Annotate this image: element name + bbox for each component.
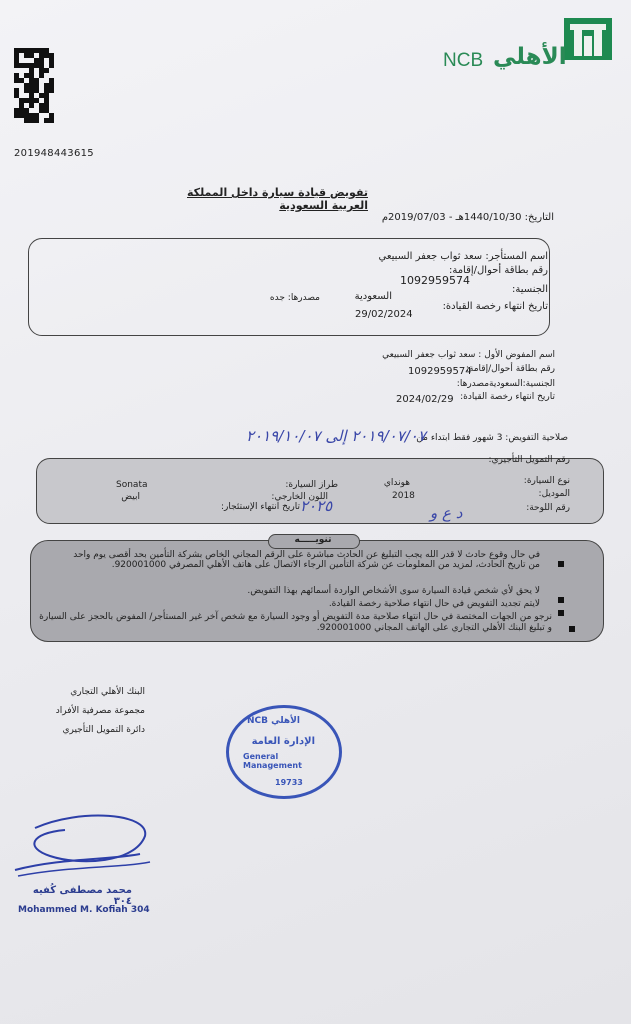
finance-number-label: رقم التمويل التأجيري: xyxy=(488,455,570,465)
issue-date: التاريخ: 1440/10/30هـ - 2019/07/03م xyxy=(381,212,554,223)
handwritten-rental-expiry: ٢٠٢٥ xyxy=(300,497,333,515)
general-management-stamp xyxy=(226,705,342,799)
lessee-license-source: مصدرها: جده xyxy=(269,293,320,303)
bank-department: دائرة التمويل التأجيري xyxy=(62,725,145,735)
vehicle-year-label: الموديل: xyxy=(538,489,570,499)
signatory-name-latin: Mohammed M. Kofiah 304 xyxy=(18,905,150,915)
lessee-license-expiry: 29/02/2024 xyxy=(355,309,413,320)
vehicle-model-name-label: طراز السيارة: xyxy=(285,480,338,490)
ncb-logo-icon xyxy=(562,14,614,64)
lessee-nationality-label: الجنسية: xyxy=(512,284,548,295)
note-2: لا يحق لأي شخص قيادة السيارة سوى الأشخاص الواردة أسمائهم بهذا التفويض. xyxy=(247,586,540,596)
handwritten-plate-number: د ع و xyxy=(430,504,463,522)
authorization-validity: صلاحية التفويض: 3 شهور فقط ابتداء من xyxy=(416,433,568,443)
delegate-id-number: 1092959574 xyxy=(408,366,472,377)
stamp-number: 19733 xyxy=(275,778,303,787)
vehicle-make: هونداي xyxy=(383,478,410,488)
vehicle-color: ابيض xyxy=(121,492,140,502)
note-3: لايتم تجديد التفويض في حال انتهاء صلاحية رخصة القيادة. xyxy=(328,599,540,609)
vehicle-year: 2018 xyxy=(392,491,415,501)
delegate-license-expiry-label: تاريخ انتهاء رخصة القيادة: xyxy=(460,392,555,402)
signatory-name-arabic: محمد مصطفى كُفيه ٣٠٤ xyxy=(32,885,132,907)
stamp-brand: NCB الأهلي xyxy=(247,716,300,726)
bank-group: مجموعة مصرفية الأفراد xyxy=(55,706,145,716)
handwritten-validity-dates: ٢٠١٩/٠٧/٠٧ إلى ٢٠١٩/١٠/٠٧ xyxy=(246,427,426,445)
brand-name-arabic: الأهلي xyxy=(493,44,567,70)
delegate-name: اسم المفوض الأول : سعد ثواب جعفر السبيعي xyxy=(382,350,555,360)
lessee-license-expiry-label: تاريخ انتهاء رخصة القيادة: xyxy=(442,301,548,312)
note-1: في حال وقوع حادث لا قدر الله يجب التبليغ عن الحادث مباشرة على الرقم المجاني الخاص بشركة التأمين بحد أقصى يوم واحد من تاريخ الحادث، لمزيد من المعلومات عن شركة التأمين الرجاء الاتصال على هاتف الأهلي المصرفي 920001000. xyxy=(73,550,540,570)
note-4: نرجو من الجهات المختصة في حال انتهاء صلاحية مدة التفويض أو وجود السيارة مع شخص آخر غير المستأجر/ المفوض بالحجز على السيارة و تبليغ البنك الأهلي التجاري على الهاتف المجاني 920001000. xyxy=(39,612,552,633)
rental-expiry-label: تاريخ انتهاء الإستئجار: xyxy=(220,502,300,512)
document-title: تفويض قيادة سيارة داخل المملكة العربية السعودية xyxy=(187,186,368,212)
signature-scribble xyxy=(10,808,160,883)
lessee-name: اسم المستأجر: سعد ثواب جعفر السبيعي xyxy=(378,251,548,262)
lessee-id-label: رقم بطاقة أحوال/إقامة: xyxy=(448,265,548,276)
bullet-1-icon xyxy=(552,553,564,572)
stamp-english: General Management xyxy=(243,752,302,770)
document-number: 201948443615 xyxy=(14,148,94,159)
bank-name: البنك الأهلي التجاري xyxy=(70,687,145,697)
vehicle-plate-label: رقم اللوحة: xyxy=(526,503,570,513)
stamp-arabic: الإدارة العامة xyxy=(251,736,315,747)
lessee-id-number: 1092959574 xyxy=(400,274,470,287)
delegate-license-expiry: 2024/02/29 xyxy=(396,394,454,405)
brand-name-latin: NCB xyxy=(443,50,484,71)
notes-title: تنويـــــه xyxy=(294,535,332,545)
lessee-nationality: السعودية xyxy=(354,291,392,302)
delegate-nationality: الجنسية:السعوديةمصدرها: xyxy=(456,379,555,389)
vehicle-type-label: نوع السيارة: xyxy=(523,476,570,486)
delegate-id-label: رقم بطاقة أحوال/إقامة: xyxy=(465,364,555,374)
vehicle-color-label: اللون الخارجي: xyxy=(271,492,328,502)
vehicle-model-name: Sonata xyxy=(116,480,148,490)
qr-code-icon xyxy=(14,48,54,123)
bullet-4-icon xyxy=(563,618,575,637)
